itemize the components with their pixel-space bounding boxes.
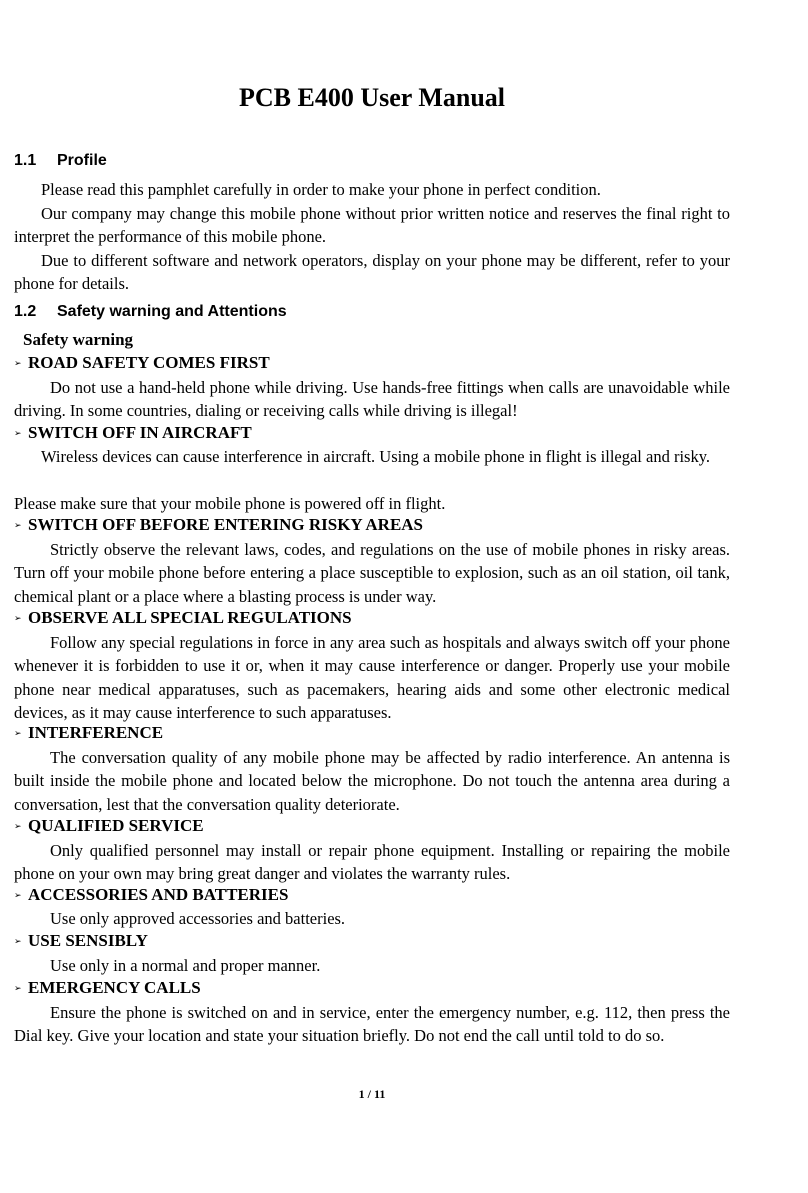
bullet-heading-risky-areas bbox=[14, 514, 423, 537]
aircraft-paragraph: Wireless devices can cause interference in aircraft. Using a mobile phone in flight is illegal and risky. bbox=[41, 447, 711, 466]
bullet-heading-text: QUALIFIED SERVICE bbox=[28, 816, 204, 835]
arrow-bullet-icon: ➢ bbox=[14, 521, 22, 531]
use-sensibly-paragraph: Use only in a normal and proper manner. bbox=[50, 956, 321, 975]
bullet-heading-accessories bbox=[14, 884, 288, 907]
bullet-heading-qualified-service bbox=[14, 815, 204, 838]
bullet-heading-road-safety bbox=[14, 352, 270, 375]
arrow-bullet-icon: ➢ bbox=[14, 822, 22, 832]
bullet-heading-text: SWITCH OFF BEFORE ENTERING RISKY AREAS bbox=[28, 515, 424, 534]
arrow-bullet-icon: ➢ bbox=[14, 429, 22, 439]
aircraft-paragraph-2: Please make sure that your mobile phone is powered off in flight. bbox=[14, 493, 446, 513]
section-title: Profile bbox=[57, 152, 107, 169]
section-number: 1.1 bbox=[14, 152, 37, 169]
bullet-heading-special-regulations bbox=[14, 607, 352, 630]
section-heading-profile bbox=[14, 151, 107, 171]
risky-areas-paragraph: Strictly observe the relevant laws, codes, and regulations on the use of mobile phones in risky areas. Turn off your mobile phone before entering a place susceptible to explosion, such as an oil station, oil tank, chemical plant or a place where a blasting process is under way. bbox=[14, 539, 730, 606]
page-number: 1 / 11 bbox=[358, 1087, 386, 1101]
bullet-heading-emergency-calls bbox=[14, 977, 201, 1000]
interference-paragraph: The conversation quality of any mobile phone may be affected by radio interference. An antenna is built inside the mobile phone and located below the microphone. Do not touch the antenna area during a conversation, lest that the conversation quality deteriorate. bbox=[14, 747, 730, 814]
emergency-calls-paragraph: Ensure the phone is switched on and in service, enter the emergency number, e.g. 112, then press the Dial key. Give your location and state your situation briefly. Do not end the call until told to do so. bbox=[14, 1002, 730, 1045]
arrow-bullet-icon: ➢ bbox=[14, 891, 22, 901]
section-heading-safety bbox=[14, 302, 287, 322]
profile-paragraph-3: Due to different software and network operators, display on your phone may be different, refer to your phone for details. bbox=[14, 250, 730, 293]
bullet-heading-text: ROAD SAFETY COMES FIRST bbox=[28, 353, 270, 372]
bullet-heading-text: ACCESSORIES AND BATTERIES bbox=[28, 885, 289, 904]
bullet-heading-aircraft bbox=[14, 422, 252, 445]
bullet-heading-text: EMERGENCY CALLS bbox=[28, 978, 201, 997]
safety-warning-subheading: Safety warning bbox=[23, 330, 134, 349]
bullet-heading-text: INTERFERENCE bbox=[28, 723, 164, 742]
bullet-heading-interference bbox=[14, 722, 163, 745]
profile-paragraph-2: Our company may change this mobile phone without prior written notice and reserves the final right to interpret the performance of this mobile phone. bbox=[14, 203, 730, 246]
bullet-heading-text: USE SENSIBLY bbox=[28, 931, 148, 950]
bullet-heading-text: SWITCH OFF IN AIRCRAFT bbox=[28, 423, 252, 442]
page-title: PCB E400 User Manual bbox=[238, 83, 506, 112]
arrow-bullet-icon: ➢ bbox=[14, 614, 22, 624]
qualified-service-paragraph: Only qualified personnel may install or repair phone equipment. Installing or repairing the mobile phone on your own may bring great danger and violates the warranty rules. bbox=[14, 840, 730, 883]
road-safety-paragraph: Do not use a hand-held phone while driving. Use hands-free fittings when calls are unavoidable while driving. In some countries, dialing or receiving calls while driving is illegal! bbox=[14, 377, 730, 420]
arrow-bullet-icon: ➢ bbox=[14, 937, 22, 947]
special-regulations-paragraph: Follow any special regulations in force in any area such as hospitals and always switch off your phone whenever it is forbidden to use it or, when it may cause interference or danger. Properly use your mobile phone near medical apparatuses, such as pacemakers, hearing aids and some other electronic medical devices, as it may cause interference to such apparatuses. bbox=[14, 632, 730, 722]
arrow-bullet-icon: ➢ bbox=[14, 984, 22, 994]
arrow-bullet-icon: ➢ bbox=[14, 729, 22, 739]
section-number: 1.2 bbox=[14, 303, 37, 320]
accessories-paragraph: Use only approved accessories and batteries. bbox=[50, 909, 346, 928]
bullet-heading-use-sensibly bbox=[14, 930, 148, 953]
section-title: Safety warning and Attentions bbox=[57, 303, 287, 320]
bullet-heading-text: OBSERVE ALL SPECIAL REGULATIONS bbox=[28, 608, 352, 627]
profile-paragraph-1: Please read this pamphlet carefully in order to make your phone in perfect condition. bbox=[41, 180, 601, 199]
arrow-bullet-icon: ➢ bbox=[14, 359, 22, 369]
